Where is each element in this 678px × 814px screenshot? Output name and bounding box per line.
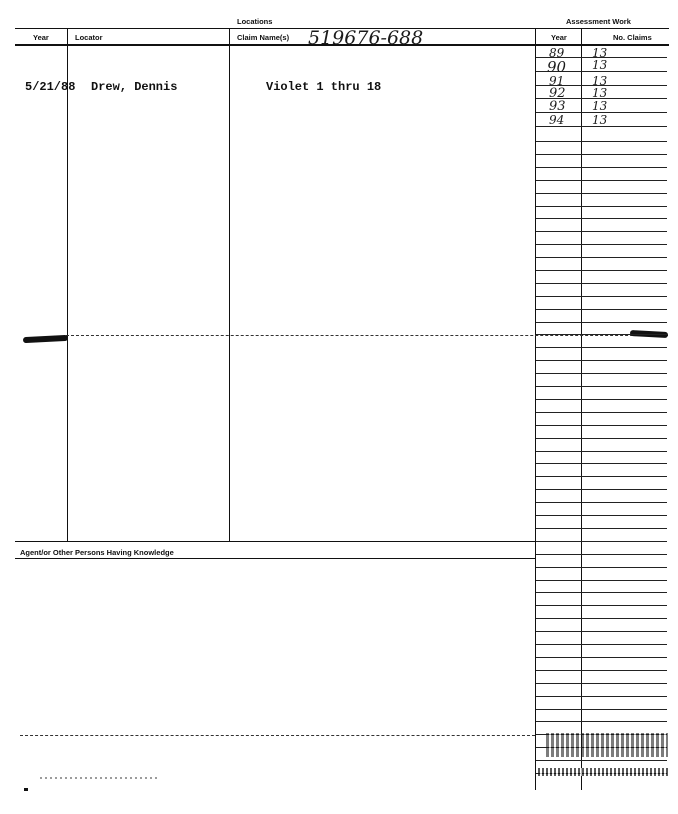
aw-row-line xyxy=(536,554,667,555)
aw-row-line xyxy=(536,515,667,516)
aw-row-line xyxy=(536,206,667,207)
location-claims: Violet 1 thru 18 xyxy=(266,80,382,94)
aw-claims-3: 13 xyxy=(592,74,608,88)
assessment-work-title: Assessment Work xyxy=(566,17,631,26)
aw-row-line xyxy=(536,580,667,581)
aw-row-line xyxy=(536,618,667,619)
aw-row-line xyxy=(536,283,667,284)
aw-row-line xyxy=(536,463,667,464)
location-year: 5/21/88 xyxy=(25,80,76,94)
aw-row-line xyxy=(536,154,667,155)
aw-row-line xyxy=(536,347,667,348)
aw-year-3: 91 xyxy=(549,74,565,88)
aw-row-line xyxy=(536,296,667,297)
bottom-noise-left xyxy=(40,777,160,779)
bottom-scan-line xyxy=(20,735,535,736)
aw-claims-2: 13 xyxy=(592,58,608,72)
aw-row-line xyxy=(536,592,667,593)
aw-claims-1: 13 xyxy=(592,46,608,60)
col-divider-year xyxy=(67,28,68,541)
aw-row-line xyxy=(536,322,667,323)
agent-section-label: Agent/or Other Persons Having Knowledge xyxy=(20,548,174,557)
aw-claims-5: 13 xyxy=(592,99,608,113)
col-divider-aw xyxy=(581,28,582,790)
aw-row-line xyxy=(536,425,667,426)
edge-smudge-left xyxy=(23,335,68,343)
aw-row-line xyxy=(536,644,667,645)
aw-row-line xyxy=(536,502,667,503)
aw-row-line xyxy=(536,309,667,310)
aw-no-claims-header: No. Claims xyxy=(613,33,652,42)
aw-row-line xyxy=(536,334,667,335)
aw-year-4: 92 xyxy=(549,86,566,101)
locations-title: Locations xyxy=(237,17,273,26)
aw-claims-6: 13 xyxy=(592,113,608,127)
aw-row-line xyxy=(536,683,667,684)
aw-row-line xyxy=(536,270,667,271)
aw-row-line xyxy=(536,657,667,658)
bottom-noise-strip xyxy=(538,768,668,776)
aw-year-6: 94 xyxy=(549,113,565,127)
bottom-corner-dot xyxy=(24,788,28,791)
aw-row-line xyxy=(536,167,667,168)
aw-row-line xyxy=(536,412,667,413)
aw-claims-4: 13 xyxy=(592,86,608,100)
aw-row-line xyxy=(536,438,667,439)
aw-row-line xyxy=(536,489,667,490)
col-claim-names-header: Claim Name(s) xyxy=(237,33,290,42)
aw-row-line xyxy=(536,476,667,477)
aw-row-line xyxy=(536,373,667,374)
aw-row-line xyxy=(536,567,667,568)
col-divider-locations-right xyxy=(535,28,536,790)
col-divider-locator xyxy=(229,28,230,541)
aw-row-line xyxy=(536,541,667,542)
aw-row-line xyxy=(536,605,667,606)
aw-row-line xyxy=(536,528,667,529)
aw-row-line xyxy=(536,696,667,697)
aw-row-line xyxy=(536,244,667,245)
aw-row-line xyxy=(536,231,667,232)
aw-year-header: Year xyxy=(551,33,567,42)
fold-line xyxy=(66,335,668,336)
aw-row-line xyxy=(536,257,667,258)
aw-row-line xyxy=(536,670,667,671)
aw-row-line xyxy=(536,193,667,194)
claim-number: 519676-688 xyxy=(308,27,424,49)
aw-row-line xyxy=(536,360,667,361)
aw-row-line xyxy=(536,631,667,632)
aw-year-2: 90 xyxy=(547,58,567,76)
agent-bottom-rule xyxy=(15,558,536,559)
col-year-header: Year xyxy=(33,33,49,42)
agent-top-rule xyxy=(15,541,536,542)
aw-row-line xyxy=(536,399,667,400)
location-locator: Drew, Dennis xyxy=(91,80,178,94)
aw-row-line xyxy=(536,218,667,219)
aw-row-line xyxy=(536,709,667,710)
aw-year-5: 93 xyxy=(549,99,566,114)
aw-row-line xyxy=(536,386,667,387)
col-locator-header: Locator xyxy=(75,33,103,42)
aw-row-line xyxy=(536,721,667,722)
aw-row-line xyxy=(536,180,667,181)
bottom-noise-right xyxy=(546,733,668,757)
aw-row-line xyxy=(536,760,667,761)
aw-year-1: 89 xyxy=(549,46,565,60)
aw-row-line xyxy=(536,451,667,452)
aw-row-line xyxy=(536,141,667,142)
